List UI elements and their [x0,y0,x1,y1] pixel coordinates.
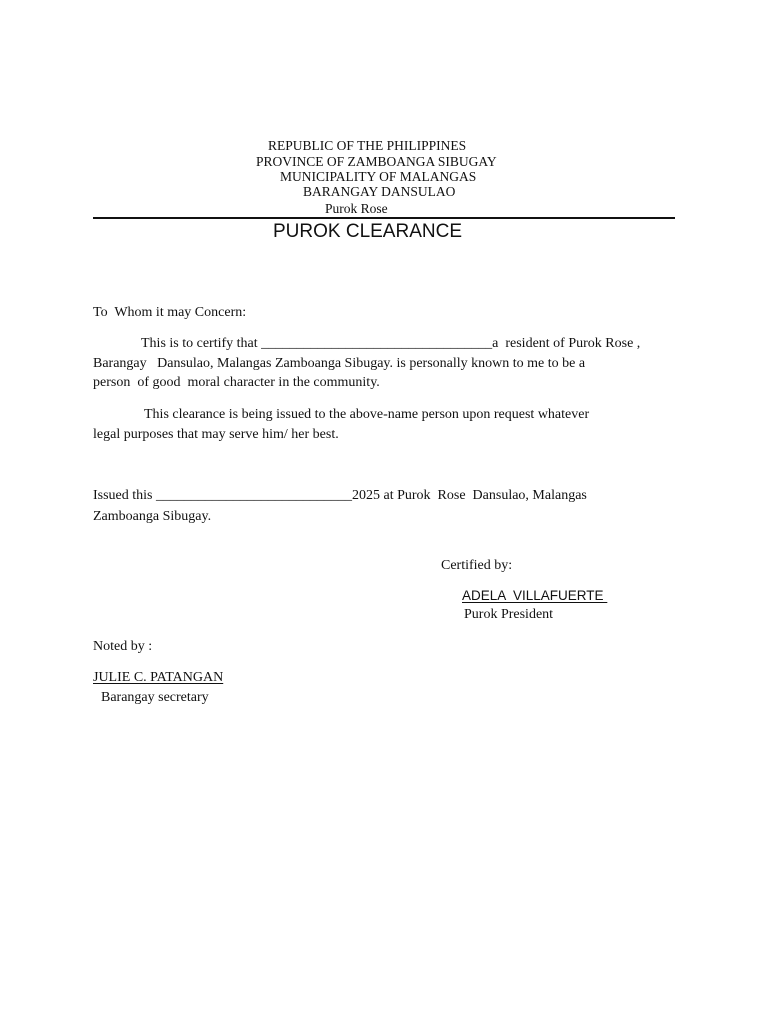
noter-position: Barangay secretary [101,690,209,705]
header-divider [93,217,675,219]
noted-by-label: Noted by : [93,639,153,654]
header-barangay: BARANGAY DANSULAO [303,184,456,199]
header-province: PROVINCE OF ZAMBOANGA SIBUGAY [256,154,497,169]
certify-line-1: This is to certify that _________________________________a resident of Purok Rose , [141,336,641,351]
issued-line-1: Issued this ____________________________2025 at Purok Rose Dansulao, Malangas [93,488,587,503]
certify-line-3: person of good moral character in the community. [93,375,380,390]
issued-line-2: Zamboanga Sibugay. [93,509,212,524]
certify-line-2: Barangay Dansulao, Malangas Zamboanga Sibugay. is personally known to me to be a [93,356,586,371]
header-municipality: MUNICIPALITY OF MALANGAS [280,169,477,184]
purpose-line-1: This clearance is being issued to the above-name person upon request whatever [144,407,590,422]
document-title: PUROK CLEARANCE [273,221,462,242]
salutation: To Whom it may Concern: [93,305,247,320]
certifier-name: ADELA VILLAFUERTE [462,588,608,603]
header-republic: REPUBLIC OF THE PHILIPPINES [268,138,467,153]
noter-name: JULIE C. PATANGAN [93,670,224,685]
certified-by-label: Certified by: [441,558,513,573]
header-purok: Purok Rose [325,201,388,216]
certifier-position: Purok President [464,607,554,622]
purpose-line-2: legal purposes that may serve him/ her best. [93,427,339,442]
